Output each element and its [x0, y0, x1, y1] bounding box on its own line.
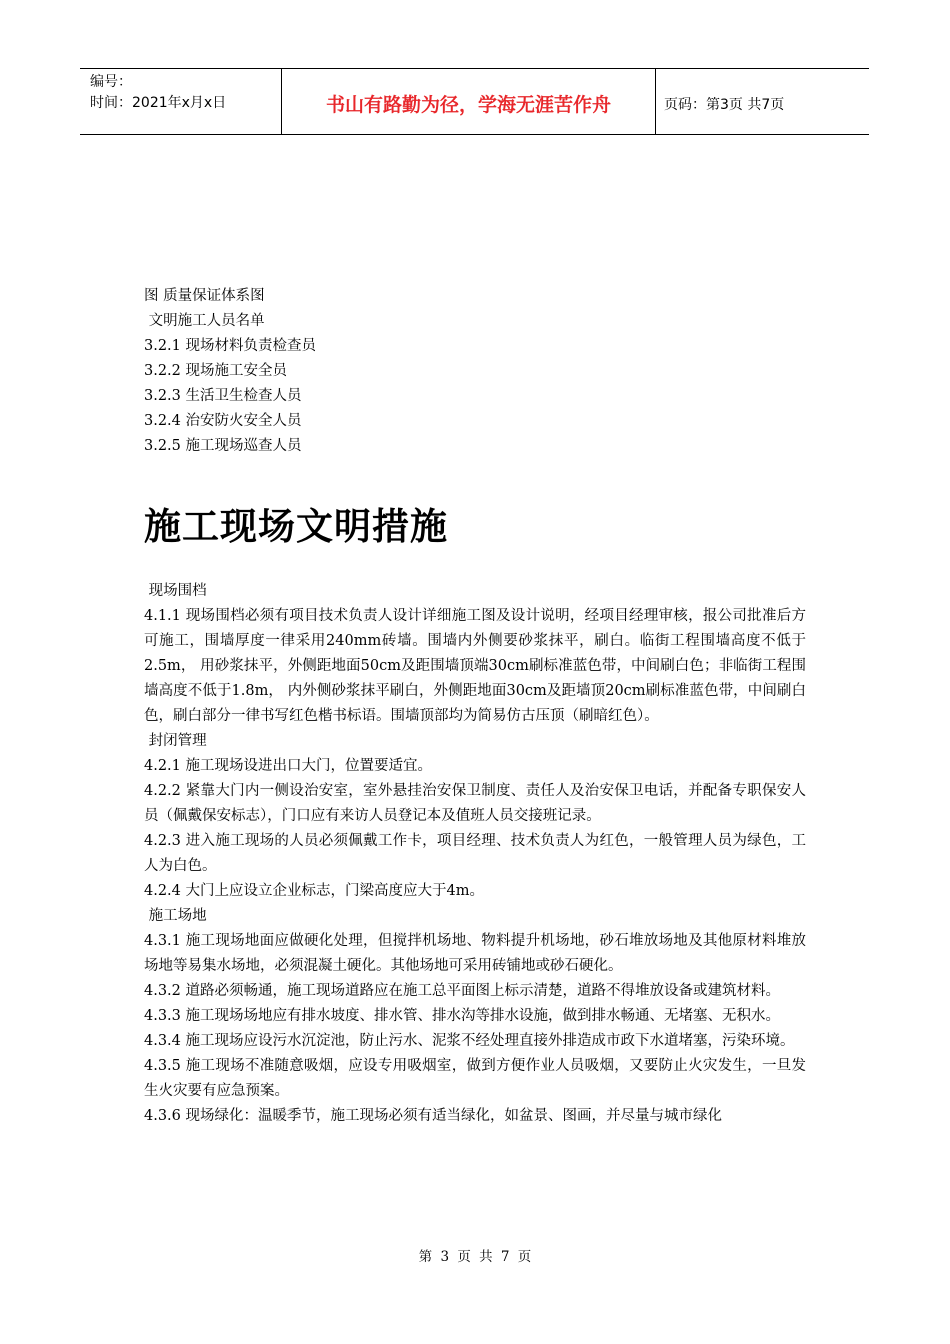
paragraph-4-3-2: 4.3.2 道路必须畅通，施工现场道路应在施工总平面图上标示清楚，道路不得堆放设备或建筑材料。 [144, 983, 780, 999]
paragraph-4-3-5: 4.3.5 施工现场不准随意吸烟，应设专用吸烟室，做到方便作业人员吸烟，又要防止火灾发生，一旦发生火灾要有应急预案。 [144, 1058, 806, 1099]
paragraph-4-2-3: 4.2.3 进入施工现场的人员必须佩戴工作卡，项目经理、技术负责人为红色，一般管理人员为绿色，工人为白色。 [144, 833, 806, 874]
staff-list-item: 3.2.1 现场材料负责检查员 [144, 338, 317, 354]
figure-caption: 图 质量保证体系图 [144, 288, 265, 304]
document-body [144, 284, 806, 1129]
document-header [80, 68, 869, 135]
document-date-label: 时间：2021年x月x日 [90, 95, 227, 111]
section-heading: 施工现场文明措施 [144, 505, 448, 548]
subsection-title-enclosure: 现场围档 [144, 583, 207, 599]
paragraph-4-3-4: 4.3.4 施工现场应设污水沉淀池，防止污水、泥浆不经处理直接外排造成市政下水道堵塞，污染环境。 [144, 1033, 795, 1049]
document-number-label: 编号： [90, 74, 132, 90]
subsection-title-closed-management: 封闭管理 [144, 733, 207, 749]
paragraph-4-3-6: 4.3.6 现场绿化：温暖季节，施工现场必须有适当绿化，如盆景、图画，并尽量与城市绿化 [144, 1108, 722, 1124]
paragraph-4-1-1: 4.1.1 现场围档必须有项目技术负责人设计详细施工图及设计说明，经项目经理审核，报公司批准后方可施工，围墙厚度一律采用240mm砖墙。围墙内外侧要砂浆抹平，刷白。临街工程围墙高度不低于2.5m， 用砂浆抹平，外侧距地面50cm及距围墙顶端30cm刷标准蓝色带，中间刷白色；非临街工程围墙高度不低于1.8m， 内外侧砂浆抹平刷白，外侧距地面30cm及距墙顶20cm刷标准蓝色带，中间刷白色，刷白部分一律书写红色楷书标语。围墙顶部均为简易仿古压顶（刷暗红色）。 [144, 608, 806, 724]
header-motto: 书山有路勤为径，学海无涯苦作舟 [282, 69, 656, 134]
subsection-title-site: 施工场地 [144, 908, 207, 924]
paragraph-4-2-2: 4.2.2 紧靠大门内一侧设治安室，室外悬挂治安保卫制度、责任人及治安保卫电话，并配备专职保安人员（佩戴保安标志），门口应有来访人员登记本及值班人员交接班记录。 [144, 783, 806, 824]
staff-list-title: 文明施工人员名单 [144, 313, 265, 329]
header-meta-cell [80, 69, 282, 134]
staff-list-item: 3.2.4 治安防火安全人员 [144, 413, 302, 429]
paragraph-4-3-3: 4.3.3 施工现场场地应有排水坡度、排水管、排水沟等排水设施，做到排水畅通、无堵塞、无积水。 [144, 1008, 780, 1024]
header-page-info: 页码：第3页 共7页 [664, 96, 785, 113]
paragraph-4-3-1: 4.3.1 施工现场地面应做硬化处理，但搅拌机场地、物料提升机场地，砂石堆放场地及其他原材料堆放场地等易集水场地，必须混凝土硬化。其他场地可采用砖铺地或砂石硬化。 [144, 933, 806, 974]
paragraph-4-2-4: 4.2.4 大门上应设立企业标志，门梁高度应大于4m。 [144, 883, 484, 899]
staff-list-item: 3.2.3 生活卫生检查人员 [144, 388, 302, 404]
staff-list-item: 3.2.5 施工现场巡查人员 [144, 438, 302, 454]
staff-list-item: 3.2.2 现场施工安全员 [144, 363, 288, 379]
page-footer: 第 3 页 共 7 页 [418, 1249, 532, 1265]
paragraph-4-2-1: 4.2.1 施工现场设进出口大门，位置要适宜。 [144, 758, 433, 774]
